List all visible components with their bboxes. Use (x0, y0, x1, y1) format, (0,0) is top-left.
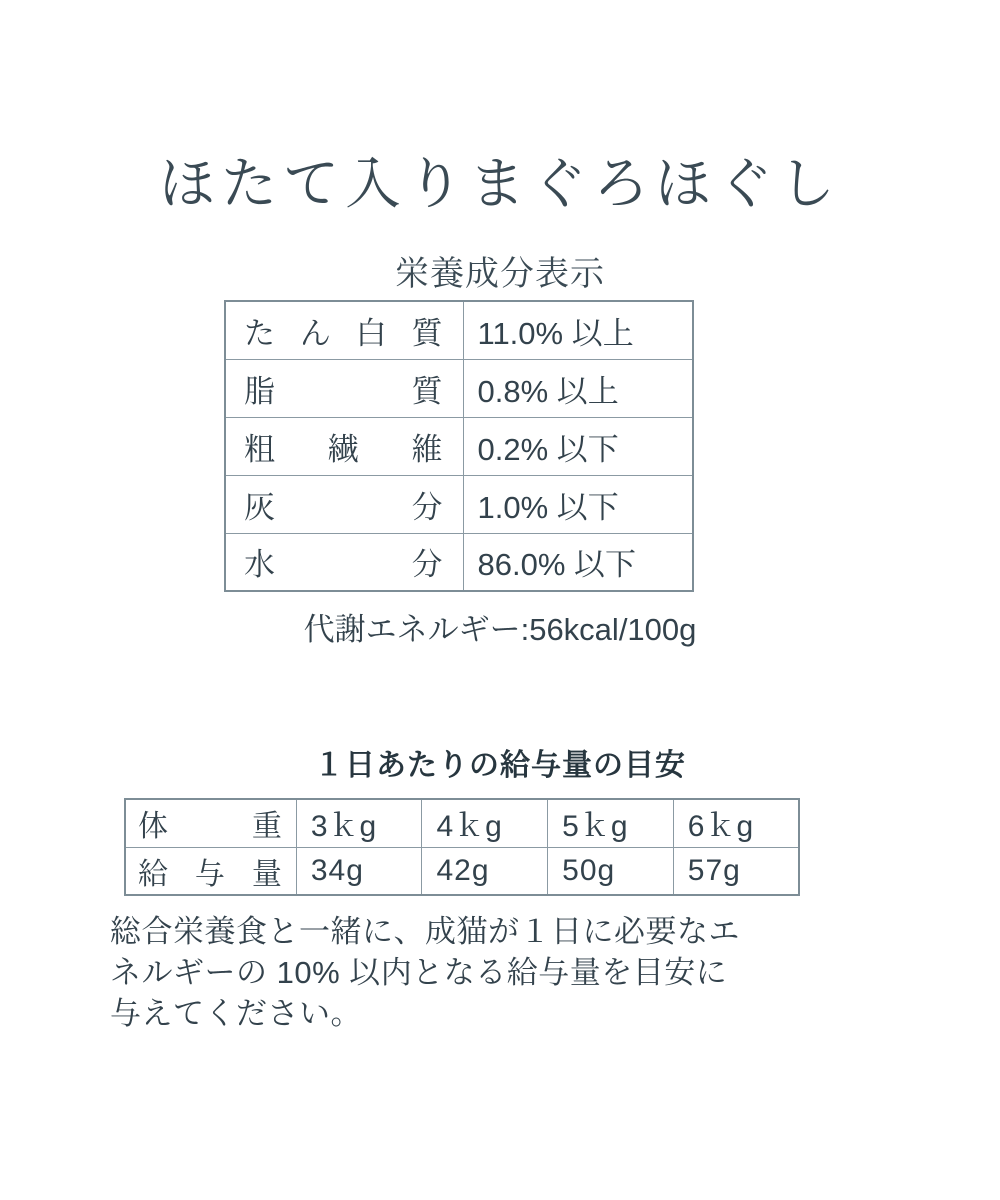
nutrition-label: 水分 (225, 533, 463, 591)
nutrition-value: 0.8% 以上 (463, 359, 693, 417)
table-row (125, 799, 799, 847)
product-title: ほたて入りまぐろほぐし (159, 152, 841, 217)
table-row (225, 301, 693, 359)
nutrition-label: 脂質 (225, 359, 463, 417)
nutrition-label: 粗繊維 (225, 417, 463, 475)
nutrition-value: 86.0% 以下 (463, 533, 693, 591)
feeding-note (110, 912, 920, 1035)
nutrition-value: 1.0% 以下 (463, 475, 693, 533)
nutrition-table (224, 300, 694, 592)
amount-value: 50g (548, 847, 674, 895)
table-row (225, 359, 693, 417)
feeding-note-line: ネルギーの 10% 以内となる給与量を目安に (110, 954, 728, 990)
table-row (225, 533, 693, 591)
nutrition-label: 灰分 (225, 475, 463, 533)
weight-value: 4ｋg (422, 799, 548, 847)
amount-value: 42g (422, 847, 548, 895)
feeding-guide-heading: １日あたりの給与量の目安 (314, 749, 686, 782)
nutrition-label: たん白質 (225, 301, 463, 359)
amount-value: 57g (673, 847, 799, 895)
nutrition-value: 11.0% 以上 (463, 301, 693, 359)
feeding-guide-table (124, 798, 800, 896)
table-row (225, 475, 693, 533)
weight-value: 5ｋg (548, 799, 674, 847)
nutrition-value: 0.2% 以下 (463, 417, 693, 475)
table-row (225, 417, 693, 475)
feeding-note-line: 与えてください。 (110, 995, 362, 1031)
amount-value: 34g (296, 847, 422, 895)
amount-row-label: 給与量 (125, 847, 296, 895)
weight-value: 6ｋg (673, 799, 799, 847)
metabolic-energy-note: 代謝エネルギー:56kcal/100g (303, 612, 697, 647)
nutrition-heading: 栄養成分表示 (395, 255, 605, 293)
table-row (125, 847, 799, 895)
weight-value: 3ｋg (296, 799, 422, 847)
weight-row-label: 体重 (125, 799, 296, 847)
feeding-note-line: 総合栄養食と一緒に、成猫が１日に必要なエ (110, 914, 740, 949)
